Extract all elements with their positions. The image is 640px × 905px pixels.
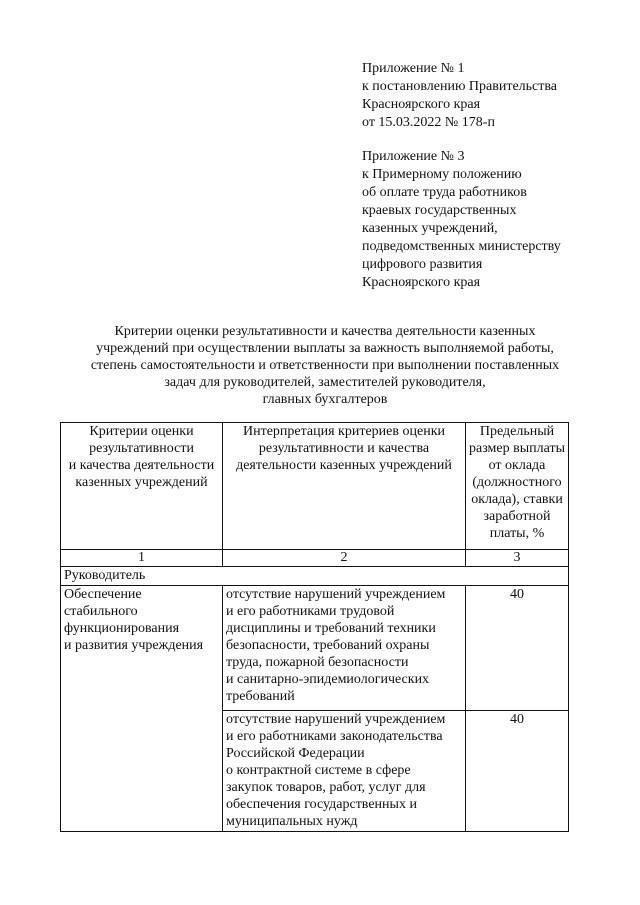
criterion-line: Обеспечение <box>64 587 142 602</box>
title-line: задач для руководителей, заместителей руководителя, <box>164 375 486 390</box>
table-row <box>61 586 569 711</box>
table-header-row <box>61 423 569 550</box>
interpretation-line: и его работниками законодательства <box>226 729 443 744</box>
section-label: Руководитель <box>61 567 569 586</box>
header-line: оклада), ставки <box>471 492 563 507</box>
criterion-cell <box>61 586 223 832</box>
interpretation-cell <box>223 586 466 711</box>
interpretation-line: и его работниками трудовой <box>226 604 395 619</box>
header-line: результативности и качества <box>258 441 430 456</box>
appendix-line: к постановлению Правительства <box>362 79 558 94</box>
header-line: и качества деятельности <box>68 458 215 473</box>
interpretation-line: Российской Федерации <box>226 746 365 761</box>
header-payment-limit <box>466 423 569 550</box>
column-number-row <box>61 550 569 567</box>
header-line: платы, % <box>489 526 545 541</box>
interpretation-cell <box>223 711 466 832</box>
interpretation-line: закупок товаров, работ, услуг для <box>226 780 426 795</box>
header-interpretation <box>223 423 466 550</box>
interpretation-line: отсутствие нарушений учреждением <box>226 712 446 727</box>
appendix-line: краевых государственных <box>362 203 517 218</box>
appendix-3-block <box>362 148 622 292</box>
interpretation-line: труда, пожарной безопасности <box>226 655 409 670</box>
interpretation-line: отсутствие нарушений учреждением <box>226 587 446 602</box>
section-row <box>61 567 569 586</box>
header-criteria <box>61 423 223 550</box>
appendix-1-block <box>362 60 622 132</box>
appendix-line: Красноярского края <box>362 275 481 290</box>
column-number: 3 <box>466 550 569 567</box>
header-line: деятельности казенных учреждений <box>236 458 452 473</box>
value-cell: 40 <box>466 711 569 832</box>
header-line: Предельный <box>479 424 555 439</box>
header-line: размер выплаты <box>469 441 565 456</box>
title-line: Критерии оценки результативности и качества деятельности казенных <box>114 324 536 339</box>
header-line: Интерпретация критериев оценки <box>242 424 445 439</box>
interpretation-line: обеспечения государственных и <box>226 797 417 812</box>
criterion-line: стабильного <box>64 604 138 619</box>
appendix-line: казенных учреждений, <box>362 221 498 236</box>
appendix-line: подведомственных министерству <box>362 239 561 254</box>
column-number: 2 <box>223 550 466 567</box>
criterion-line: и развития учреждения <box>64 638 204 653</box>
interpretation-line: о контрактной системе в сфере <box>226 763 411 778</box>
header-line: (должностного <box>472 475 562 490</box>
header-line: Критерии оценки <box>89 424 194 439</box>
value-cell: 40 <box>466 586 569 711</box>
criteria-table <box>60 422 569 832</box>
appendix-line: Приложение № 3 <box>362 149 465 164</box>
appendix-line: Красноярского края <box>362 97 481 112</box>
title-line: главных бухгалтеров <box>262 392 388 407</box>
interpretation-line: требований <box>226 689 295 704</box>
header-line: от оклада <box>488 458 546 473</box>
header-line: результативности <box>89 441 194 456</box>
document-title <box>60 323 590 408</box>
criterion-line: функционирования <box>64 621 180 636</box>
interpretation-line: безопасности, требований охраны <box>226 638 430 653</box>
appendix-line: цифрового развития <box>362 257 483 272</box>
appendix-line: Приложение № 1 <box>362 61 465 76</box>
header-line: заработной <box>483 509 551 524</box>
appendix-line: об оплате труда работников <box>362 185 527 200</box>
title-line: учреждений при осуществлении выплаты за важность выполняемой работы, <box>96 341 554 356</box>
interpretation-line: и санитарно-эпидемиологических <box>226 672 430 687</box>
column-number: 1 <box>61 550 223 567</box>
title-line: степень самостоятельности и ответственности при выполнении поставленных <box>90 358 560 373</box>
appendix-line: от 15.03.2022 № 178-п <box>362 115 495 130</box>
interpretation-line: дисциплины и требований техники <box>226 621 436 636</box>
interpretation-line: муниципальных нужд <box>226 814 358 829</box>
appendix-line: к Примерному положению <box>362 167 522 182</box>
header-line: казенных учреждений <box>75 475 208 490</box>
